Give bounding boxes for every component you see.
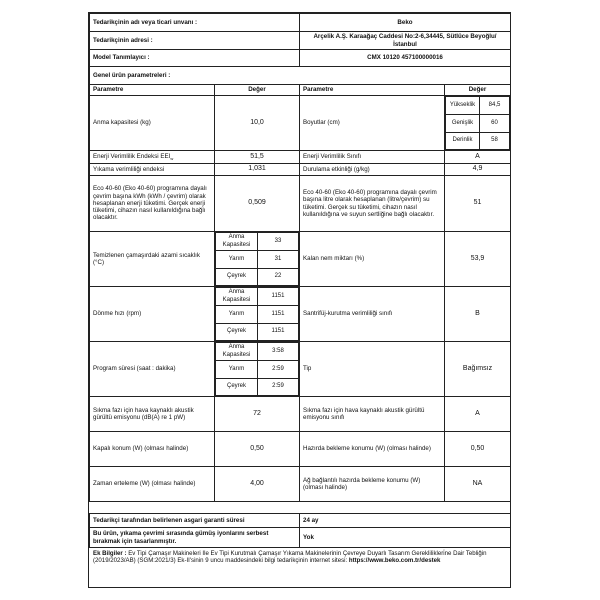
width-value: 60 — [480, 115, 510, 133]
additional-table — [89, 513, 511, 548]
water-consumption-label: Eco 40-60 (Eko 40-60) programına dayalı çevrim başına litre olarak hesaplanan (litre/çevrim) su tüketimi. Gerçek su tüketimi, cihazın nasıl kullanıldığına ve suyun sertliğine bağlı olacaktır. — [300, 176, 445, 232]
water-consumption-value: 51 — [445, 176, 511, 232]
supplier-info-table — [89, 13, 511, 85]
table-row — [90, 432, 511, 467]
model-identifier-value: CMX 10120 457100000016 — [300, 50, 511, 67]
energy-class-label: Enerji Verimlilik Sınıfı — [300, 151, 445, 164]
guarantee-value: 24 ay — [300, 514, 511, 528]
program-duration-cell — [215, 342, 300, 397]
washing-efficiency-label: Yıkama verimliliği endeksi — [90, 164, 215, 176]
table-row — [90, 96, 511, 151]
additional-info-text: Ev Tipi Çamaşır Makineleri Ile Ev Tipi Kurutmalı Çamaşır Yıkama Makinelerinin Çevreye Duyarlı Tasarım Gereklilikleri̇ne Dair Tebliğin (2019/2023/AB) (SGM:2021/3) Ek-II'sinin 9 uncu maddesindeki bilgi tedarikçinin internet sitesi: — [93, 550, 487, 565]
additional-info — [89, 547, 510, 588]
rated-capacity-value: 10,0 — [215, 96, 300, 151]
temp-quarter-value: 22 — [258, 269, 299, 286]
column-header-parameter: Parametre — [90, 85, 215, 96]
spin-quarter-value: 1151 — [258, 324, 299, 341]
table-row — [90, 164, 511, 176]
supplier-address-label: Tedarikçinin adresi : — [90, 32, 300, 50]
spin-speed-subtable — [215, 287, 299, 341]
delay-start-label: Zaman erteleme (W) (olması halinde) — [90, 467, 215, 502]
networked-standby-label: Ağ bağlantılı hazırda bekleme konumu (W) (olması halinde) — [300, 467, 445, 502]
prog-half-value: 2:59 — [258, 361, 299, 379]
max-temperature-cell — [215, 232, 300, 287]
height-label: Yükseklik — [446, 97, 480, 115]
temp-half-label: Yarım — [216, 251, 258, 269]
general-parameters-title: Genel ürün parametreleri : — [90, 67, 511, 85]
supplier-name-label: Tedarikçinin adı veya ticari unvanı : — [90, 14, 300, 32]
spin-half-label: Yarım — [216, 306, 258, 324]
type-value: Bağımsız — [445, 342, 511, 397]
spin-rated-value: 1151 — [258, 288, 299, 306]
off-mode-value: 0,50 — [215, 432, 300, 467]
temp-rated-value: 33 — [258, 233, 299, 251]
table-row — [90, 397, 511, 432]
temp-rated-label: Anma Kapasitesi — [216, 233, 258, 251]
support-link[interactable]: https://www.beko.com.tr/destek — [348, 557, 441, 565]
spin-speed-cell — [215, 287, 300, 342]
spin-half-value: 1151 — [258, 306, 299, 324]
noise-class-label: Sıkma fazı için hava kaynaklı akustik gürültü emisyonu sınıfı — [300, 397, 445, 432]
program-duration-label: Program süresi (saat : dakika) — [90, 342, 215, 397]
product-information-sheet — [88, 12, 511, 588]
prog-half-label: Yarım — [216, 361, 258, 379]
prog-quarter-label: Çeyrek — [216, 379, 258, 396]
program-duration-subtable — [215, 342, 299, 396]
residual-moisture-value: 53,9 — [445, 232, 511, 287]
supplier-name-value: Beko — [300, 14, 511, 32]
rinsing-effectiveness-label: Durulama etkinliği (g/kg) — [300, 164, 445, 176]
table-row — [90, 467, 511, 502]
height-value: 84,5 — [480, 97, 510, 115]
prog-rated-value: 3:58 — [258, 343, 299, 361]
standby-mode-value: 0,50 — [445, 432, 511, 467]
spin-quarter-label: Çeyrek — [216, 324, 258, 341]
energy-class-value: A — [445, 151, 511, 164]
guarantee-label: Tedarikçi tarafından belirlenen asgari garanti süresi — [90, 514, 300, 528]
max-temperature-subtable — [215, 232, 299, 286]
column-header-value-2: Değer — [445, 85, 511, 96]
noise-class-value: A — [445, 397, 511, 432]
column-header-parameter-2: Parametre — [300, 85, 445, 96]
width-label: Genişlik — [446, 115, 480, 133]
table-row — [90, 342, 511, 397]
rinsing-effectiveness-value: 4,9 — [445, 164, 511, 176]
max-temperature-label: Temizlenen çamaşırdaki azami sıcaklık (°C) — [90, 232, 215, 287]
supplier-address-value: Arçelik A.Ş. Karaağaç Caddesi No:2-6,34445, Sütlüce Beyoğlu/İstanbul — [300, 32, 511, 50]
parameters-table — [89, 84, 511, 502]
additional-info-title: Ek Bilgiler : — [93, 550, 127, 557]
prog-rated-label: Anma Kapasitesi — [216, 343, 258, 361]
temp-quarter-label: Çeyrek — [216, 269, 258, 286]
type-label: Tip — [300, 342, 445, 397]
table-row — [90, 151, 511, 164]
table-row — [90, 232, 511, 287]
eei-label: Enerji Verimlilik Endeksi $EEI_w$ — [90, 151, 215, 164]
spin-speed-label: Dönme hızı (rpm) — [90, 287, 215, 342]
spin-rated-label: Anma Kapasitesi — [216, 288, 258, 306]
dimensions-subtable — [445, 96, 510, 150]
energy-consumption-label: Eco 40-60 (Eko 40-60) programına dayalı çevrim başına kWh (kWh / çevrim) olarak hesaplanan enerji tüketimi. Gerçek enerji tüketimi, cihazın nasıl kullanıldığına bağlı olacaktır. — [90, 176, 215, 232]
off-mode-label: Kapalı konum (W) (olması halinde) — [90, 432, 215, 467]
eei-value: 51,5 — [215, 151, 300, 164]
networked-standby-value: NA — [445, 467, 511, 502]
residual-moisture-label: Kalan nem miktarı (%) — [300, 232, 445, 287]
table-row — [90, 287, 511, 342]
delay-start-value: 4,00 — [215, 467, 300, 502]
silver-ions-value: Yok — [300, 528, 511, 548]
dimensions-cell — [445, 96, 511, 151]
noise-emission-value: 72 — [215, 397, 300, 432]
depth-label: Derinlik — [446, 133, 480, 150]
washing-efficiency-value: 1,031 — [215, 164, 300, 176]
depth-value: 58 — [480, 133, 510, 150]
noise-emission-label: Sıkma fazı için hava kaynaklı akustik gürültü emisyonu (dB(A) re 1 pW) — [90, 397, 215, 432]
dimensions-label: Boyutlar (cm) — [300, 96, 445, 151]
prog-quarter-value: 2:59 — [258, 379, 299, 396]
column-header-value: Değer — [215, 85, 300, 96]
table-row — [90, 176, 511, 232]
rated-capacity-label: Anma kapasitesi (kg) — [90, 96, 215, 151]
temp-half-value: 31 — [258, 251, 299, 269]
spin-drying-class-value: B — [445, 287, 511, 342]
silver-ions-label: Bu ürün, yıkama çevrimi sırasında gümüş iyonlarını serbest bırakmak için tasarlanmıştır. — [90, 528, 300, 548]
energy-consumption-value: 0,509 — [215, 176, 300, 232]
model-identifier-label: Model Tanımlayıcı : — [90, 50, 300, 67]
standby-mode-label: Hazırda bekleme konumu (W) (olması halinde) — [300, 432, 445, 467]
spin-drying-class-label: Santrifüj-kurutma verimliliği sınıfı — [300, 287, 445, 342]
